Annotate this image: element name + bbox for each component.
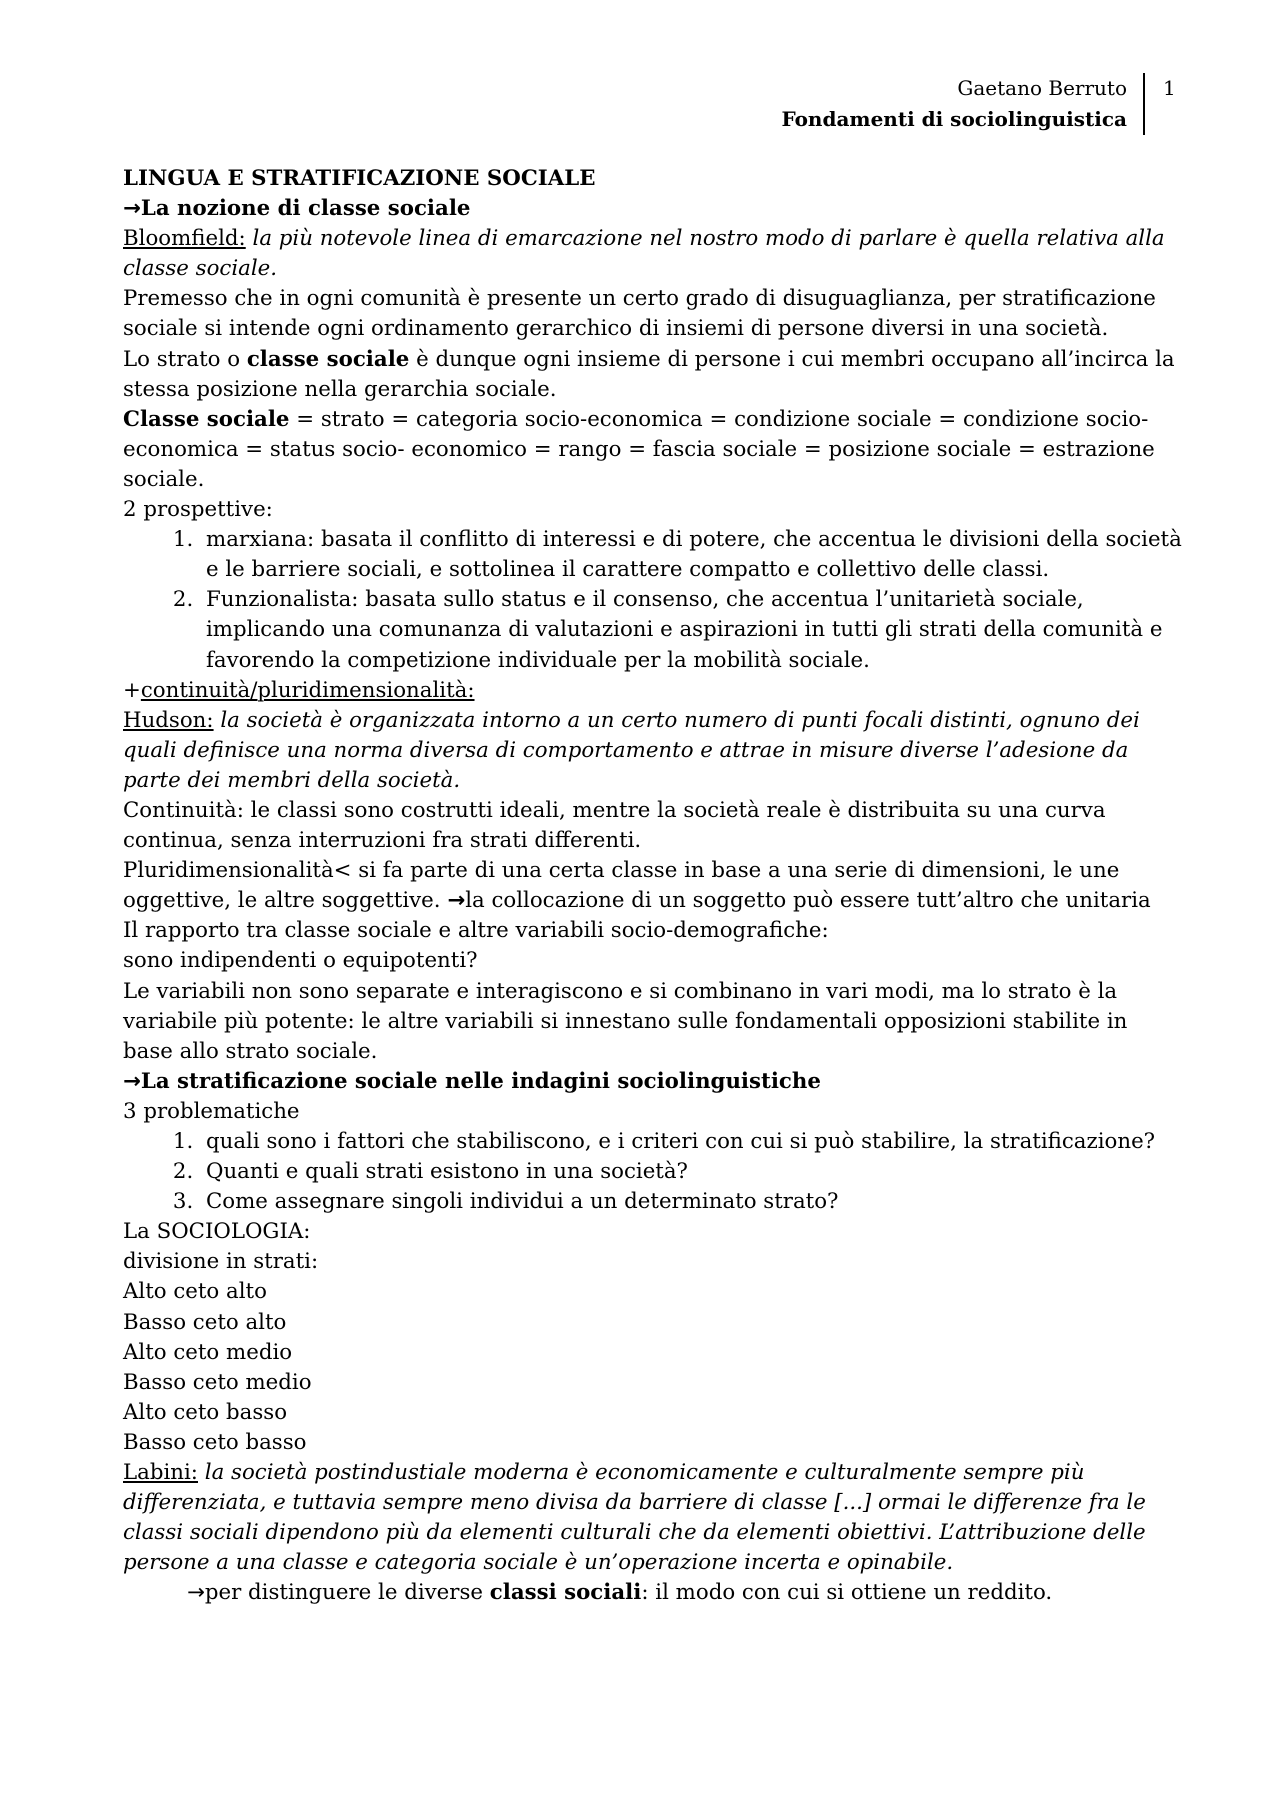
list-item: 1. marxiana: basata il conflitto di interessi e di potere, che accentua le divisioni della società e le barriere sociali, e sottolinea il carattere compatto e collettivo delle classi. bbox=[200, 525, 1183, 585]
final-conclusion-line bbox=[123, 1578, 1183, 1608]
continuita-label bbox=[123, 676, 1183, 706]
section-heading-classe-sociale bbox=[123, 194, 1183, 224]
bold-term: classi sociali bbox=[489, 1580, 642, 1606]
header-book-title: Fondamenti di sociolinguistica bbox=[781, 107, 1127, 131]
paragraph-classe-definition bbox=[123, 405, 1183, 495]
arrow-icon: → bbox=[447, 888, 466, 914]
arrow-icon: → bbox=[187, 1580, 205, 1606]
page-number: 1 bbox=[1163, 76, 1176, 100]
document-body bbox=[123, 164, 1183, 1609]
underlined-label: continuità/pluridimensionalità: bbox=[140, 677, 475, 703]
author-name: Hudson: bbox=[123, 707, 214, 733]
problematiche-label: 3 problematiche bbox=[123, 1098, 300, 1124]
strato-item: Alto ceto medio bbox=[123, 1339, 293, 1365]
author-name: Labini: bbox=[123, 1460, 198, 1486]
quote-text: la società postindustiale moderna è economicamente e culturalmente sempre più differenziata, e tuttavia sempre meno divisa da barriere di classe [...] ormai le differenze fra le classi sociali dipendono più da elementi culturali che da elementi obiettivi. L’attribuzione delle persone a una classe e categoria sociale è un’operazione incerta e opinabile. bbox=[123, 1460, 1146, 1576]
paragraph-premesso: Premesso che in ogni comunità è presente un certo grado di disuguaglianza, per stratificazione sociale si intende ogni ordinamento gerarchico di insiemi di persone diversi in una società. bbox=[123, 286, 1156, 342]
list-item: 2. Funzionalista: basata sullo status e il consenso, che accentua l’unitarietà sociale, implicando una comunanza di valutazioni e aspirazioni in tutti gli strati della comunità e favorendo la competizione individuale per la mobilità sociale. bbox=[200, 585, 1183, 675]
strato-item: Alto ceto basso bbox=[123, 1399, 288, 1425]
strato-item: Basso ceto medio bbox=[123, 1369, 312, 1395]
section-heading-text: La nozione di classe sociale bbox=[140, 196, 471, 222]
header-text-block bbox=[781, 73, 1145, 135]
plus-sign: + bbox=[123, 677, 141, 703]
page-header bbox=[781, 73, 1145, 135]
divisione-label: divisione in strati: bbox=[123, 1249, 319, 1275]
text-run: Pluridimensionalità< si fa parte di una certa classe in base a una serie di dimensioni, le une oggettive, le altre soggettive. bbox=[123, 858, 1120, 914]
paragraph-rapporto: Il rapporto tra classe sociale e altre variabili socio-demografiche: bbox=[123, 918, 829, 944]
labini-quote-paragraph bbox=[123, 1458, 1183, 1578]
list-item: 1. quali sono i fattori che stabiliscono, e i criteri con cui si può stabilire, la stratificazione? bbox=[200, 1127, 1183, 1157]
paragraph-continuita: Continuità: le classi sono costrutti ideali, mentre la società reale è distribuita su una curva continua, senza interruzioni fra strati differenti. bbox=[123, 797, 1106, 854]
author-name: Bloomfield: bbox=[123, 226, 246, 252]
section-heading-stratificazione bbox=[123, 1067, 1183, 1097]
strato-item: Alto ceto alto bbox=[123, 1279, 267, 1305]
text-run: = strato = categoria socio-economica = condizione sociale = condizione socio-economica = status socio- economico = rango = fascia sociale = posizione sociale = estrazione sociale. bbox=[123, 406, 1155, 492]
quote-text: la società è organizzata intorno a un certo numero di punti focali distinti, ognuno dei quali definisce una norma diversa di comportamento e attrae in misure diverse l’adesione da parte dei membri della società. bbox=[123, 707, 1140, 793]
prospettive-list bbox=[123, 525, 1183, 675]
text-run: Lo strato o bbox=[123, 346, 247, 372]
header-author: Gaetano Berruto bbox=[957, 76, 1127, 100]
paragraph-pluridimensionalita bbox=[123, 856, 1183, 916]
text-run: la collocazione di un soggetto può essere tutt’altro che unitaria bbox=[465, 888, 1151, 914]
hudson-quote-paragraph bbox=[123, 706, 1183, 796]
strato-item: Basso ceto alto bbox=[123, 1309, 287, 1335]
section-heading-text: La stratificazione sociale nelle indagini sociolinguistiche bbox=[140, 1068, 821, 1094]
arrow-icon: → bbox=[123, 1068, 141, 1094]
prospettive-label: 2 prospettive: bbox=[123, 497, 273, 523]
paragraph-rapporto-question: sono indipendenti o equipotenti? bbox=[123, 948, 478, 974]
text-run: è dunque ogni insieme di persone i cui membri occupano all’incirca la stessa posizione nella gerarchia sociale. bbox=[123, 346, 1175, 402]
document-title: LINGUA E STRATIFICAZIONE SOCIALE bbox=[123, 166, 596, 191]
list-item: 3. Come assegnare singoli individui a un determinato strato? bbox=[200, 1187, 1183, 1217]
paragraph-variabili: Le variabili non sono separate e interagiscono e si combinano in vari modi, ma lo strato è la variabile più potente: le altre variabili si innestano sulle fondamentali opposizioni stabilite in base allo strato sociale. bbox=[123, 978, 1128, 1064]
bold-term: classe sociale bbox=[246, 346, 410, 372]
text-run: per distinguere le diverse bbox=[204, 1580, 490, 1606]
bold-term: Classe sociale bbox=[123, 406, 290, 432]
bloomfield-quote-paragraph bbox=[123, 224, 1183, 284]
quote-text: la più notevole linea di emarcazione nel nostro modo di parlare è quella relativa alla classe sociale. bbox=[123, 226, 1165, 282]
paragraph-strato bbox=[123, 345, 1183, 405]
problematiche-list bbox=[123, 1127, 1183, 1217]
list-item: 2. Quanti e quali strati esistono in una società? bbox=[200, 1157, 1183, 1187]
sociologia-label: La SOCIOLOGIA: bbox=[123, 1219, 311, 1245]
strato-item: Basso ceto basso bbox=[123, 1429, 307, 1455]
text-run: : il modo con cui si ottiene un reddito. bbox=[641, 1580, 1053, 1606]
arrow-icon: → bbox=[123, 196, 141, 222]
